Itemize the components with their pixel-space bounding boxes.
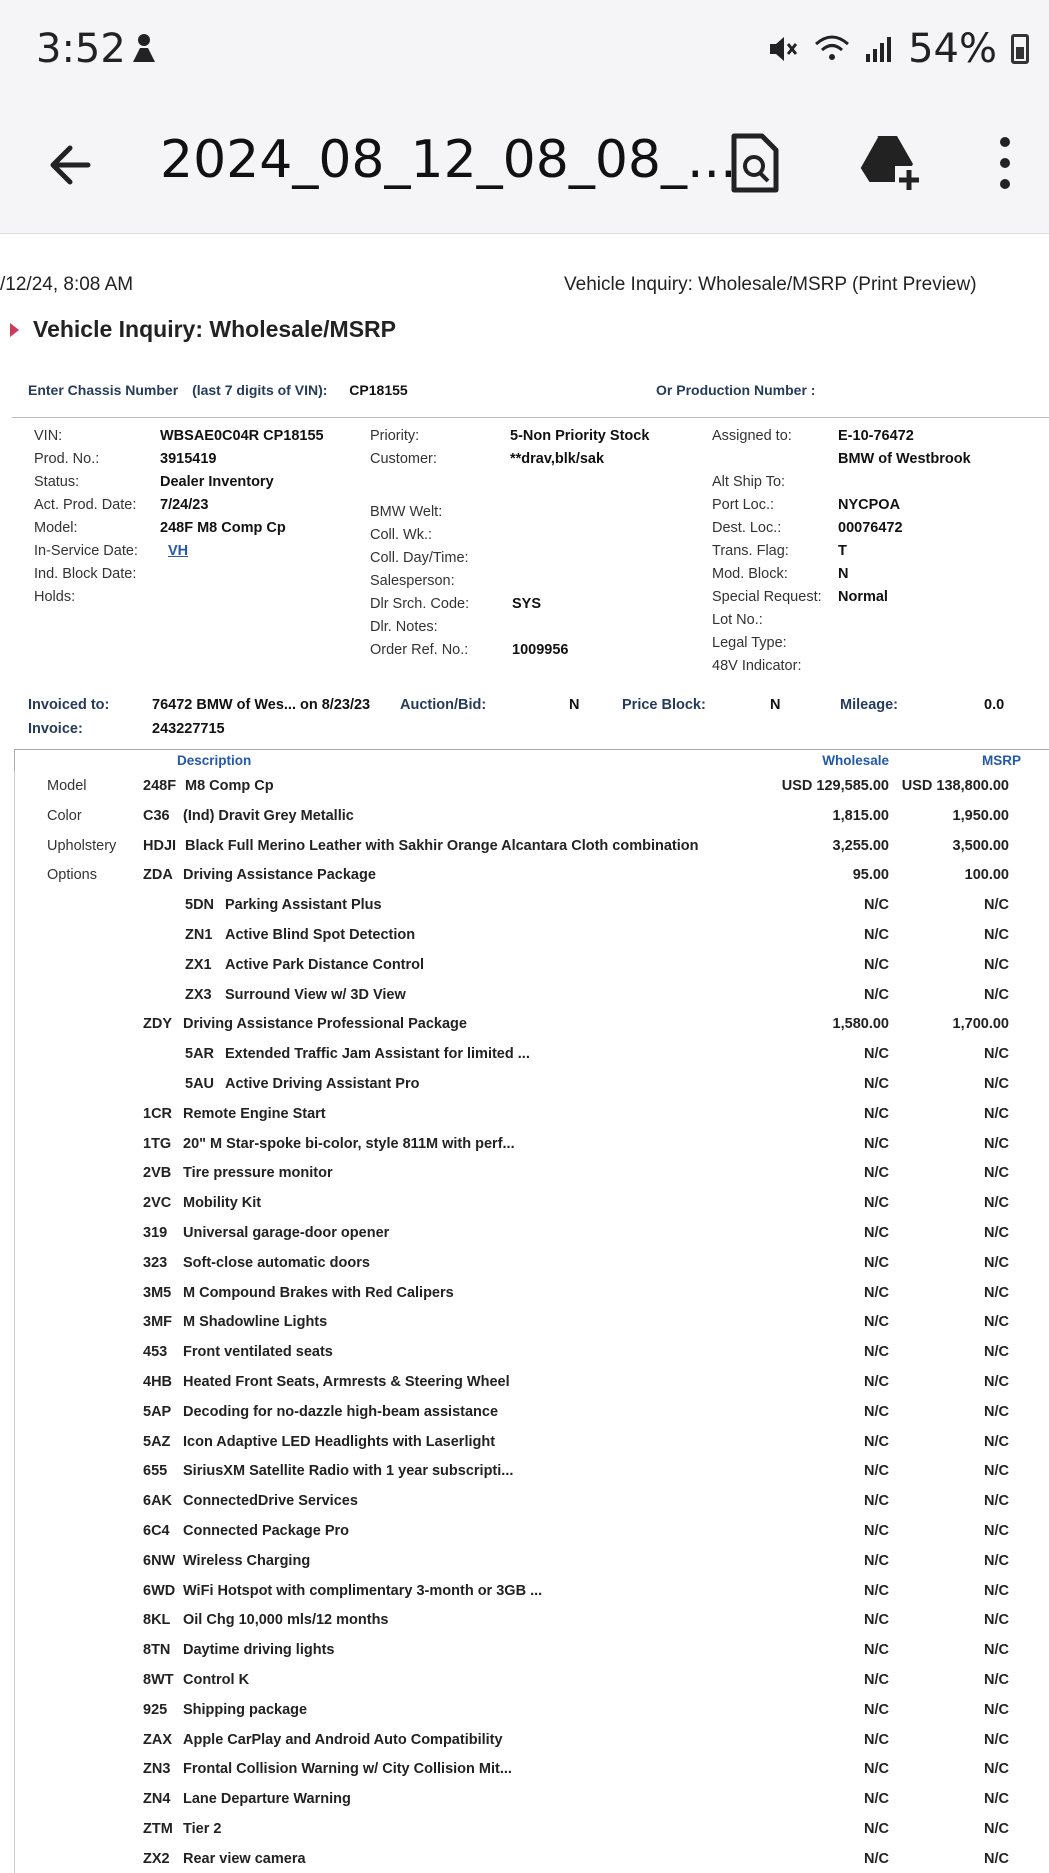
inquiry-title xyxy=(10,316,396,343)
print-title: Vehicle Inquiry: Wholesale/MSRP (Print Preview) xyxy=(564,274,977,295)
row-code: 453 xyxy=(143,1344,168,1361)
app-toolbar xyxy=(0,100,1049,234)
back-arrow-icon[interactable] xyxy=(40,130,110,200)
table-row xyxy=(15,1158,1049,1188)
row-wholesale: N/C xyxy=(864,926,889,943)
row-code: 2VB xyxy=(143,1165,172,1182)
row-msrp: N/C xyxy=(984,1701,1009,1718)
price-block-value: N xyxy=(770,697,781,713)
table-row xyxy=(15,771,1049,801)
act-prod-date-value: 7/24/23 xyxy=(160,497,209,513)
row-wholesale: N/C xyxy=(864,1075,889,1092)
order-ref-label: Order Ref. No.: xyxy=(370,642,469,658)
col-description: Description xyxy=(177,753,252,768)
row-msrp: N/C xyxy=(984,1314,1009,1331)
row-code: C36 xyxy=(143,807,170,824)
row-msrp: N/C xyxy=(984,1850,1009,1867)
row-code: ZX3 xyxy=(185,986,212,1003)
table-row xyxy=(15,950,1049,980)
row-code: ZX1 xyxy=(185,956,212,973)
row-wholesale: N/C xyxy=(864,1671,889,1688)
row-description: Mobility Kit xyxy=(183,1195,262,1212)
priority-value: 5-Non Priority Stock xyxy=(510,428,650,444)
table-row xyxy=(15,831,1049,861)
row-description: Black Full Merino Leather with Sakhir Orange Alcantara Cloth combination xyxy=(185,837,699,854)
row-code: 6C4 xyxy=(143,1522,170,1539)
row-wholesale: 1,815.00 xyxy=(832,807,889,824)
pdf-page xyxy=(0,234,1049,1867)
row-msrp: 1,950.00 xyxy=(952,807,1009,824)
row-wholesale: N/C xyxy=(864,986,889,1003)
row-code: ZN1 xyxy=(185,926,213,943)
row-msrp: N/C xyxy=(984,1075,1009,1092)
row-msrp: N/C xyxy=(984,956,1009,973)
pricing-table-header xyxy=(14,749,1049,771)
table-row xyxy=(15,1367,1049,1397)
row-description: Front ventilated seats xyxy=(183,1344,333,1361)
port-loc-label: Port Loc.: xyxy=(712,497,775,513)
row-description: Active Driving Assistant Pro xyxy=(225,1075,420,1092)
row-msrp: N/C xyxy=(984,1135,1009,1152)
row-category: Options xyxy=(47,867,97,884)
row-msrp: N/C xyxy=(984,1046,1009,1063)
row-wholesale: N/C xyxy=(864,1254,889,1271)
table-row xyxy=(15,1695,1049,1725)
row-msrp: N/C xyxy=(984,926,1009,943)
row-description: Active Blind Spot Detection xyxy=(225,926,416,943)
table-row xyxy=(15,1069,1049,1099)
legal-type-label: Legal Type: xyxy=(712,635,787,651)
row-msrp: N/C xyxy=(984,1820,1009,1837)
row-description: Soft-close automatic doors xyxy=(183,1254,370,1271)
bixby-icon xyxy=(130,32,158,64)
row-code: 1TG xyxy=(143,1135,172,1152)
row-description: Driving Assistance Package xyxy=(183,867,376,884)
port-loc-value: NYCPOA xyxy=(838,497,901,513)
row-msrp: N/C xyxy=(984,1224,1009,1241)
col-msrp: MSRP xyxy=(981,753,1021,768)
dest-loc-value: 00076472 xyxy=(838,520,903,536)
row-description: WiFi Hotspot with complimentary 3-month or 3GB ... xyxy=(183,1582,543,1599)
dest-loc-label: Dest. Loc.: xyxy=(712,520,782,536)
row-msrp: N/C xyxy=(984,1791,1009,1808)
row-description: Surround View w/ 3D View xyxy=(225,986,406,1003)
pricing-table-body xyxy=(14,771,1049,1873)
row-description: Lane Departure Warning xyxy=(183,1791,351,1808)
dlr-srch-label: Dlr Srch. Code: xyxy=(370,596,470,612)
row-code: 323 xyxy=(143,1254,168,1271)
row-wholesale: N/C xyxy=(864,1552,889,1569)
table-row xyxy=(15,1009,1049,1039)
row-category: Color xyxy=(47,807,82,824)
row-description: Daytime driving lights xyxy=(183,1642,335,1659)
row-description: 20" M Star-spoke bi-color, style 811M with perf... xyxy=(183,1135,515,1152)
invoice-number: 243227715 xyxy=(152,721,225,737)
row-description: SiriusXM Satellite Radio with 1 year subscripti... xyxy=(183,1463,514,1480)
ind-block-label: Ind. Block Date: xyxy=(34,566,137,582)
chassis-row xyxy=(28,382,408,398)
table-row xyxy=(15,1427,1049,1457)
battery-percent: 54% xyxy=(908,26,997,72)
table-row xyxy=(15,1844,1049,1873)
assigned-label: Assigned to: xyxy=(712,428,792,444)
mileage-value: 0.0 xyxy=(984,697,1005,713)
row-code: ZN3 xyxy=(143,1761,171,1778)
48v-indicator-label: 48V Indicator: xyxy=(712,658,802,674)
table-row xyxy=(15,1486,1049,1516)
row-msrp: N/C xyxy=(984,986,1009,1003)
in-service-label: In-Service Date: xyxy=(34,543,138,559)
in-service-link[interactable]: VH xyxy=(168,543,189,559)
print-date: /12/24, 8:08 AM xyxy=(0,274,134,295)
row-description: Tire pressure monitor xyxy=(183,1165,333,1182)
row-wholesale: N/C xyxy=(864,1344,889,1361)
table-row xyxy=(15,1307,1049,1337)
holds-label: Holds: xyxy=(34,589,76,605)
row-wholesale: 3,255.00 xyxy=(832,837,889,854)
special-request-value: Normal xyxy=(838,589,888,605)
more-options-icon[interactable] xyxy=(985,128,1025,198)
col-wholesale: Wholesale xyxy=(822,753,889,768)
table-row xyxy=(15,1337,1049,1367)
row-code: ZAX xyxy=(143,1731,172,1748)
row-code: 5AZ xyxy=(143,1433,171,1450)
row-wholesale: N/C xyxy=(864,1820,889,1837)
row-code: 655 xyxy=(143,1463,168,1480)
row-code: 4HB xyxy=(143,1373,173,1390)
table-row xyxy=(15,1665,1049,1695)
vin-value: WBSAE0C04R CP18155 xyxy=(160,428,324,444)
row-code: 5AP xyxy=(143,1403,172,1420)
table-row xyxy=(15,1725,1049,1755)
row-description: Frontal Collision Warning w/ City Collision Mit... xyxy=(183,1761,512,1778)
table-row xyxy=(15,1605,1049,1635)
row-code: 1CR xyxy=(143,1105,173,1122)
price-block-label: Price Block: xyxy=(622,697,706,713)
table-row xyxy=(15,920,1049,950)
row-wholesale: N/C xyxy=(864,1314,889,1331)
row-description: Decoding for no-dazzle high-beam assistance xyxy=(183,1403,499,1420)
expand-triangle-icon xyxy=(10,323,19,337)
status-value: Dealer Inventory xyxy=(160,474,274,490)
row-msrp: N/C xyxy=(984,1493,1009,1510)
row-description: M8 Comp Cp xyxy=(185,778,274,794)
dlr-notes-label: Dlr. Notes: xyxy=(370,619,438,635)
row-description: Apple CarPlay and Android Auto Compatibility xyxy=(183,1731,503,1748)
row-msrp: 3,500.00 xyxy=(952,837,1009,854)
row-description: Shipping package xyxy=(183,1701,308,1718)
row-description: Icon Adaptive LED Headlights with Laserlight xyxy=(183,1433,496,1450)
row-description: Driving Assistance Professional Package xyxy=(183,1016,467,1033)
row-wholesale: N/C xyxy=(864,1493,889,1510)
row-code: 2VC xyxy=(143,1195,172,1212)
battery-icon xyxy=(1011,34,1029,64)
row-code: ZDA xyxy=(143,867,173,884)
row-code: ZN4 xyxy=(143,1791,171,1808)
mileage-label: Mileage: xyxy=(840,697,899,713)
table-row xyxy=(15,1456,1049,1486)
row-msrp: N/C xyxy=(984,1671,1009,1688)
table-row xyxy=(15,1516,1049,1546)
row-wholesale: N/C xyxy=(864,1046,889,1063)
bmw-welt-label: BMW Welt: xyxy=(370,504,443,520)
row-code: 319 xyxy=(143,1224,168,1241)
row-description: (Ind) Dravit Grey Metallic xyxy=(183,807,354,824)
row-code: HDJI xyxy=(143,837,177,854)
row-description: Extended Traffic Jam Assistant for limited ... xyxy=(225,1046,530,1063)
row-category: Model xyxy=(47,778,87,794)
table-row xyxy=(15,1635,1049,1665)
row-description: Connected Package Pro xyxy=(183,1522,349,1539)
row-wholesale: N/C xyxy=(864,1433,889,1450)
row-msrp: N/C xyxy=(984,1344,1009,1361)
order-ref-value: 1009956 xyxy=(512,642,569,658)
table-row xyxy=(15,1039,1049,1069)
row-code: 6WD xyxy=(143,1582,176,1599)
row-msrp: 1,700.00 xyxy=(952,1016,1009,1033)
row-wholesale: N/C xyxy=(864,1403,889,1420)
row-msrp: N/C xyxy=(984,1403,1009,1420)
trans-flag-label: Trans. Flag: xyxy=(712,543,789,559)
coll-wk-label: Coll. Wk.: xyxy=(370,527,433,543)
dlr-srch-value: SYS xyxy=(512,596,542,612)
row-wholesale: N/C xyxy=(864,1165,889,1182)
row-code: 8KL xyxy=(143,1612,171,1629)
row-code: 6NW xyxy=(143,1552,176,1569)
row-msrp: N/C xyxy=(984,1254,1009,1271)
chassis-hint: (last 7 digits of VIN): xyxy=(192,382,328,398)
row-description: Remote Engine Start xyxy=(183,1105,326,1122)
table-row xyxy=(15,1188,1049,1218)
row-code: 248F xyxy=(143,778,177,794)
trans-flag-value: T xyxy=(838,543,847,559)
customer-label: Customer: xyxy=(370,451,437,467)
vin-label: VIN: xyxy=(34,428,63,444)
row-wholesale: USD 129,585.00 xyxy=(781,778,889,794)
auction-label: Auction/Bid: xyxy=(400,697,487,713)
row-description: Wireless Charging xyxy=(183,1552,311,1569)
find-in-document-icon[interactable] xyxy=(720,128,790,198)
row-code: 925 xyxy=(143,1701,168,1718)
row-msrp: N/C xyxy=(984,1731,1009,1748)
row-wholesale: N/C xyxy=(864,1284,889,1301)
invoiced-to-label: Invoiced to: xyxy=(28,697,110,713)
row-wholesale: 1,580.00 xyxy=(832,1016,889,1033)
row-description: Rear view camera xyxy=(183,1850,306,1867)
table-row xyxy=(15,1129,1049,1159)
table-row xyxy=(15,801,1049,831)
chassis-value[interactable]: CP18155 xyxy=(349,382,408,398)
row-msrp: N/C xyxy=(984,1284,1009,1301)
row-description: Parking Assistant Plus xyxy=(225,897,382,914)
row-msrp: N/C xyxy=(984,1642,1009,1659)
alt-ship-label: Alt Ship To: xyxy=(712,474,786,490)
row-description: M Shadowline Lights xyxy=(183,1314,328,1331)
row-wholesale: N/C xyxy=(864,1612,889,1629)
row-wholesale: N/C xyxy=(864,1850,889,1867)
table-row xyxy=(15,860,1049,890)
row-code: 3MF xyxy=(143,1314,172,1331)
row-msrp: N/C xyxy=(984,1761,1009,1778)
auction-value: N xyxy=(569,697,580,713)
row-description: M Compound Brakes with Red Calipers xyxy=(183,1284,454,1301)
mute-icon xyxy=(768,34,800,64)
row-wholesale: N/C xyxy=(864,956,889,973)
table-row xyxy=(15,1278,1049,1308)
row-msrp: N/C xyxy=(984,1373,1009,1390)
row-msrp: N/C xyxy=(984,1582,1009,1599)
save-to-drive-icon[interactable] xyxy=(855,128,925,198)
status-time: 3:52 xyxy=(36,26,126,72)
table-row xyxy=(15,1397,1049,1427)
row-wholesale: N/C xyxy=(864,1373,889,1390)
row-wholesale: N/C xyxy=(864,1105,889,1122)
row-code: 8TN xyxy=(143,1642,171,1659)
row-description: Universal garage-door opener xyxy=(183,1224,390,1241)
act-prod-date-label: Act. Prod. Date: xyxy=(34,497,137,513)
assigned-value: E-10-76472 xyxy=(838,428,914,444)
row-code: 6AK xyxy=(143,1493,173,1510)
model-value: 248F M8 Comp Cp xyxy=(160,520,286,536)
row-code: ZDY xyxy=(143,1016,172,1033)
salesperson-label: Salesperson: xyxy=(370,573,455,589)
table-row xyxy=(15,1784,1049,1814)
row-wholesale: N/C xyxy=(864,1642,889,1659)
table-row xyxy=(15,1099,1049,1129)
wifi-icon xyxy=(814,34,850,64)
row-wholesale: N/C xyxy=(864,1135,889,1152)
row-msrp: N/C xyxy=(984,1552,1009,1569)
invoice-label: Invoice: xyxy=(28,721,83,737)
special-request-label: Special Request: xyxy=(712,589,822,605)
row-code: 3M5 xyxy=(143,1284,172,1301)
coll-day-label: Coll. Day/Time: xyxy=(370,550,469,566)
row-code: ZX2 xyxy=(143,1850,170,1867)
row-description: ConnectedDrive Services xyxy=(183,1493,358,1510)
mod-block-value: N xyxy=(838,566,849,582)
divider xyxy=(12,417,1049,418)
lot-no-label: Lot No.: xyxy=(712,612,763,628)
row-msrp: N/C xyxy=(984,1433,1009,1450)
signal-icon xyxy=(864,34,894,64)
row-wholesale: N/C xyxy=(864,1463,889,1480)
priority-label: Priority: xyxy=(370,428,420,444)
row-wholesale: N/C xyxy=(864,1224,889,1241)
invoiced-to-value: 76472 BMW of Wes... on 8/23/23 xyxy=(152,697,371,713)
row-wholesale: 95.00 xyxy=(852,867,889,884)
row-description: Tier 2 xyxy=(183,1820,222,1837)
status-bar xyxy=(0,0,1049,100)
row-wholesale: N/C xyxy=(864,1522,889,1539)
row-wholesale: N/C xyxy=(864,1791,889,1808)
row-msrp: USD 138,800.00 xyxy=(901,778,1009,794)
prod-no-label: Prod. No.: xyxy=(34,451,100,467)
status-label: Status: xyxy=(34,474,80,490)
row-msrp: N/C xyxy=(984,1463,1009,1480)
row-msrp: N/C xyxy=(984,897,1009,914)
table-row xyxy=(15,890,1049,920)
customer-value: **drav,blk/sak xyxy=(510,451,605,467)
inquiry-title-text: Vehicle Inquiry: Wholesale/MSRP xyxy=(33,316,396,342)
row-msrp: N/C xyxy=(984,1165,1009,1182)
row-code: ZTM xyxy=(143,1820,173,1837)
row-wholesale: N/C xyxy=(864,1731,889,1748)
table-row xyxy=(15,1218,1049,1248)
row-wholesale: N/C xyxy=(864,1761,889,1778)
assigned-dealer: BMW of Westbrook xyxy=(838,451,971,467)
table-row xyxy=(15,1546,1049,1576)
table-row xyxy=(15,980,1049,1010)
document-title: 2024_08_12_08_08_... xyxy=(160,130,737,190)
row-msrp: N/C xyxy=(984,1522,1009,1539)
row-wholesale: N/C xyxy=(864,897,889,914)
row-description: Active Park Distance Control xyxy=(225,956,425,973)
row-code: 5AU xyxy=(185,1075,215,1092)
row-description: Oil Chg 10,000 mls/12 months xyxy=(183,1612,389,1629)
prod-no-value: 3915419 xyxy=(160,451,217,467)
table-row xyxy=(15,1576,1049,1606)
row-category: Upholstery xyxy=(47,837,117,854)
model-label: Model: xyxy=(34,520,78,536)
row-description: Heated Front Seats, Armrests & Steering Wheel xyxy=(183,1373,510,1390)
row-code: 5DN xyxy=(185,897,215,914)
row-description: Control K xyxy=(183,1671,250,1688)
row-wholesale: N/C xyxy=(864,1701,889,1718)
table-row xyxy=(15,1248,1049,1278)
chassis-label: Enter Chassis Number xyxy=(28,382,179,398)
row-msrp: 100.00 xyxy=(964,867,1009,884)
status-icons xyxy=(768,26,1029,72)
mod-block-label: Mod. Block: xyxy=(712,566,788,582)
row-msrp: N/C xyxy=(984,1612,1009,1629)
row-wholesale: N/C xyxy=(864,1195,889,1212)
row-msrp: N/C xyxy=(984,1195,1009,1212)
row-code: 5AR xyxy=(185,1046,215,1063)
row-wholesale: N/C xyxy=(864,1582,889,1599)
table-row xyxy=(15,1814,1049,1844)
row-msrp: N/C xyxy=(984,1105,1009,1122)
row-code: 8WT xyxy=(143,1671,174,1688)
production-number-label: Or Production Number : xyxy=(656,382,816,398)
table-row xyxy=(15,1754,1049,1784)
